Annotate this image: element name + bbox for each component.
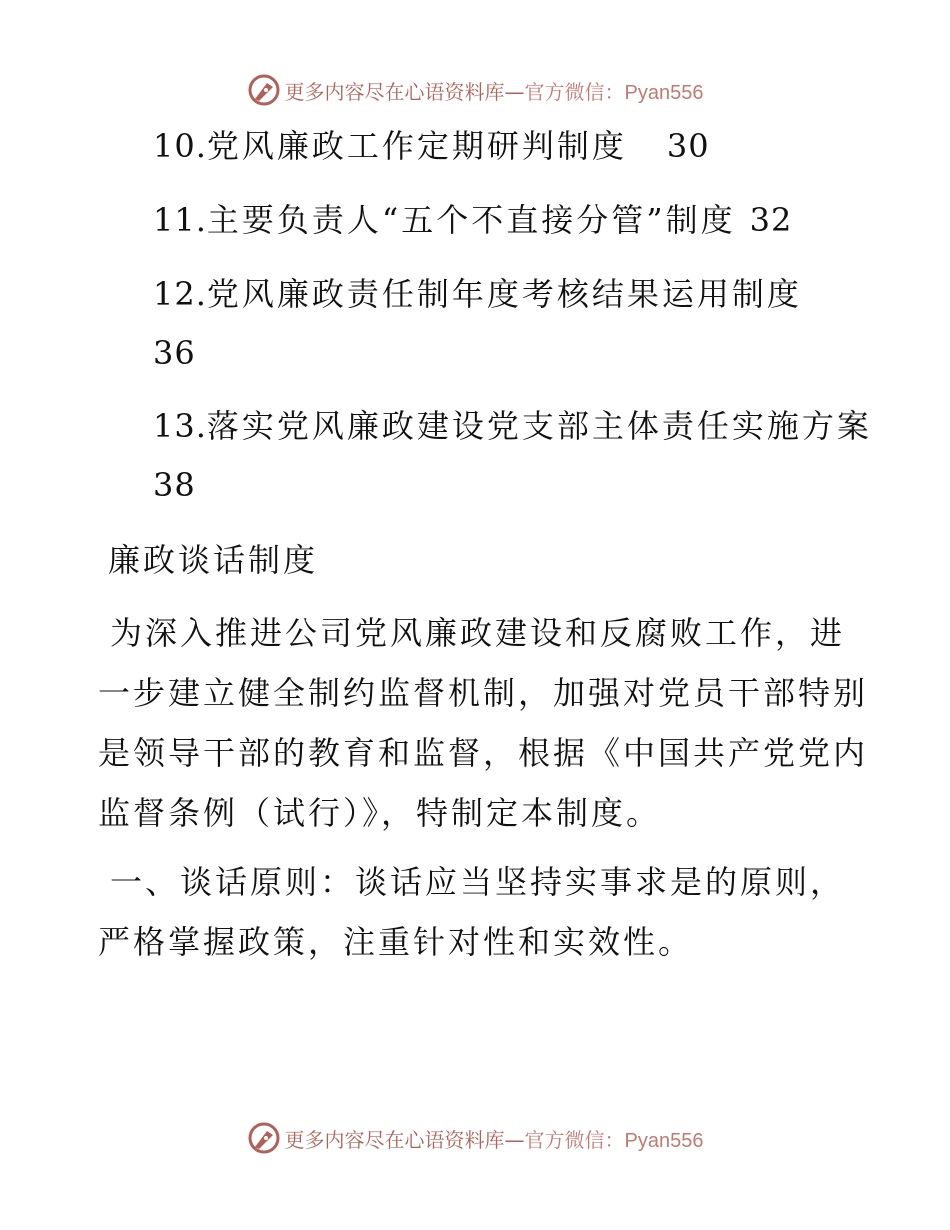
- watermark-wechat-label: 官方微信：: [524, 79, 625, 104]
- principle-line-1: 一、谈话原则：谈话应当坚持实事求是的原则，: [110, 863, 846, 901]
- toc-entry-13: [153, 406, 872, 446]
- toc-number: 11.: [153, 201, 207, 239]
- watermark-text: [285, 76, 704, 105]
- toc-entry-11: [153, 200, 792, 240]
- toc-title: 党风廉政责任制年度考核结果运用制度: [206, 275, 802, 313]
- watermark-wechat-id: Pyan556: [624, 1129, 704, 1152]
- toc-number: 10.: [153, 127, 207, 165]
- watermark-separator: —: [504, 79, 525, 104]
- intro-line-2: 一步建立健全制约监督机制，加强对党员干部特别: [98, 674, 869, 712]
- toc-entry-12: [153, 274, 802, 314]
- intro-line-3: 是领导干部的教育和监督，根据《中国共产党党内: [98, 734, 869, 772]
- intro-line-1: 为深入推进公司党风廉政建设和反腐败工作，进: [110, 614, 846, 652]
- toc-title: 落实党风廉政建设党支部主体责任实施方案: [206, 407, 872, 445]
- toc-title: 党风廉政工作定期研判制度: [206, 127, 627, 165]
- toc-page: 38: [153, 466, 196, 504]
- principle-line-2: 严格掌握政策，注重针对性和实效性。: [98, 923, 694, 961]
- watermark-main: 更多内容尽在心语资料库: [284, 1127, 505, 1152]
- watermark-header: [0, 70, 950, 110]
- section-title: 廉政谈话制度: [108, 541, 319, 579]
- toc-page: 32: [749, 201, 793, 239]
- toc-page: 30: [666, 127, 710, 165]
- watermark-separator: —: [504, 1127, 525, 1152]
- intro-line-4: 监督条例（试行）》，特制定本制度。: [98, 794, 662, 832]
- toc-number: 13.: [153, 407, 207, 445]
- toc-entry-13-page: [153, 465, 196, 505]
- toc-page: 36: [153, 334, 196, 372]
- toc-entry-12-page: [153, 333, 196, 373]
- watermark-wechat-id: Pyan556: [624, 81, 704, 104]
- toc-entry-10: [153, 126, 710, 166]
- watermark-footer: [0, 1118, 950, 1158]
- toc-title: 主要负责人“五个不直接分管”制度: [206, 201, 736, 239]
- watermark-wechat-label: 官方微信：: [524, 1127, 625, 1152]
- toc-number: 12.: [153, 275, 207, 313]
- watermark-text: [285, 1124, 704, 1153]
- pen-nib-icon: [247, 73, 281, 107]
- watermark-main: 更多内容尽在心语资料库: [284, 79, 505, 104]
- pen-nib-icon: [247, 1121, 281, 1155]
